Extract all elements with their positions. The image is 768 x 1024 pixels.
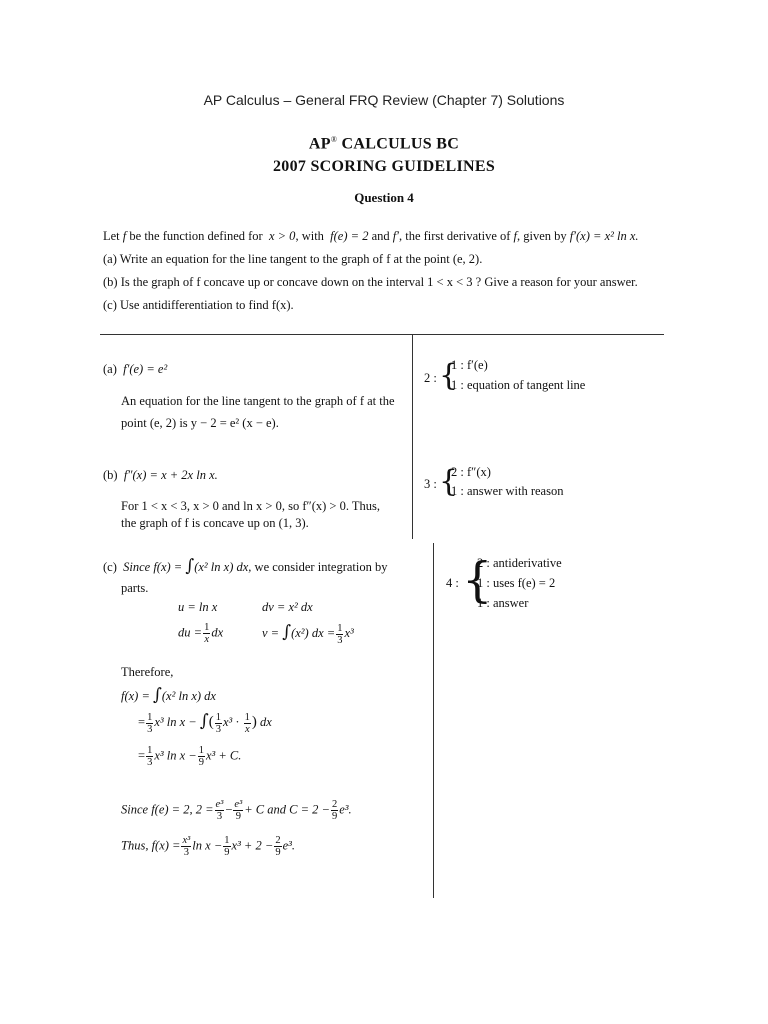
score-b-points: 3 :	[424, 477, 437, 491]
doc-title-line2: 2007 SCORING GUIDELINES	[272, 158, 496, 175]
score-c-item3: 1 : answer	[477, 596, 529, 610]
solution-c-thus: Thus, f(x) = $\frac{\text{x³}}{3}$ ln x − $\frac{1}{9}$ x³ + 2 − $\frac{2}{9}$ e³.	[121, 835, 295, 858]
prompt-part-c: (c) Use antidifferentiation to find f(x).	[103, 298, 294, 312]
score-c-item2: 1 : uses f(e) = 2	[477, 576, 556, 590]
score-c-points: 4 :	[446, 576, 459, 590]
score-c-brace: {	[462, 552, 493, 608]
solution-b-eq: (b) f″(x) = x + 2x ln x.	[103, 468, 218, 482]
page-header: AP Calculus – General FRQ Review (Chapter 7) Solutions	[203, 92, 565, 108]
column-divider-ab	[412, 335, 413, 539]
solution-c-du: du = $\frac{1}{x}$ dx	[178, 622, 224, 645]
column-divider-c	[433, 543, 434, 898]
solution-c-since-fe: Since f(e) = 2, 2 = $\frac{\text{e³}}{3}$ − $\frac{\text{e³}}{9}$ + C and C = 2 − $\frac{2}{9}$ e³.	[121, 799, 352, 822]
question-number: Question 4	[354, 190, 414, 205]
solution-b-text1: For 1 < x < 3, x > 0 and ln x > 0, so f″(x) > 0. Thus,	[121, 499, 380, 513]
solution-c-since: (c) Since f(x) = ∫(x² ln x) dx, we consider integration by	[103, 556, 388, 576]
doc-title-line1: AP® CALCULUS BC	[308, 135, 460, 153]
section-divider	[100, 334, 664, 335]
solution-c-v: v = ∫(x²) dx = $\frac{1}{3}$ x³	[262, 622, 354, 646]
solution-c-dv: dv = x² dx	[262, 600, 313, 614]
score-b-item1: 2 : f″(x)	[451, 465, 491, 479]
solution-a-text2: point (e, 2) is y − 2 = e² (x − e).	[121, 416, 279, 430]
solution-c-fx: f(x) = ∫(x² ln x) dx	[121, 685, 216, 705]
solution-c-step1: = $\frac{1}{3}$ x³ ln x − ∫( $\frac{1}{3}$ x³ · $\frac{1}{x}$ ) dx	[138, 711, 272, 735]
solution-c-u: u = ln x	[178, 600, 218, 614]
score-b-item2: 1 : answer with reason	[451, 484, 564, 498]
prompt-part-a: (a) Write an equation for the line tangent to the graph of f at the point (e, 2).	[103, 252, 483, 266]
score-a-brace: {	[439, 358, 459, 393]
solution-a-eq: (a) f′(e) = e²	[103, 362, 168, 376]
score-a-points: 2 :	[424, 371, 437, 385]
prompt-part-b: (b) Is the graph of f concave up or concave down on the interval 1 < x < 3 ? Give a reason for your answer.	[103, 275, 638, 289]
solution-c-parts: parts.	[121, 581, 149, 595]
score-c-item1: 2 : antiderivative	[477, 556, 562, 570]
prompt-intro: Let f be the function defined for x > 0, with f(e) = 2 and f′, the first derivative of f, given by f′(x) = x² ln x.	[103, 229, 639, 243]
solution-a-text1: An equation for the line tangent to the graph of f at the	[121, 394, 395, 408]
score-b-brace: {	[439, 464, 459, 499]
score-a-item1: 1 : f′(e)	[451, 358, 488, 372]
solution-c-step2: = $\frac{1}{3}$ x³ ln x − $\frac{1}{9}$ x³ + C.	[138, 745, 242, 768]
solution-b-text2: the graph of f is concave up on (1, 3).	[121, 516, 309, 530]
solution-c-therefore: Therefore,	[121, 665, 174, 679]
score-a-item2: 1 : equation of tangent line	[451, 378, 586, 392]
